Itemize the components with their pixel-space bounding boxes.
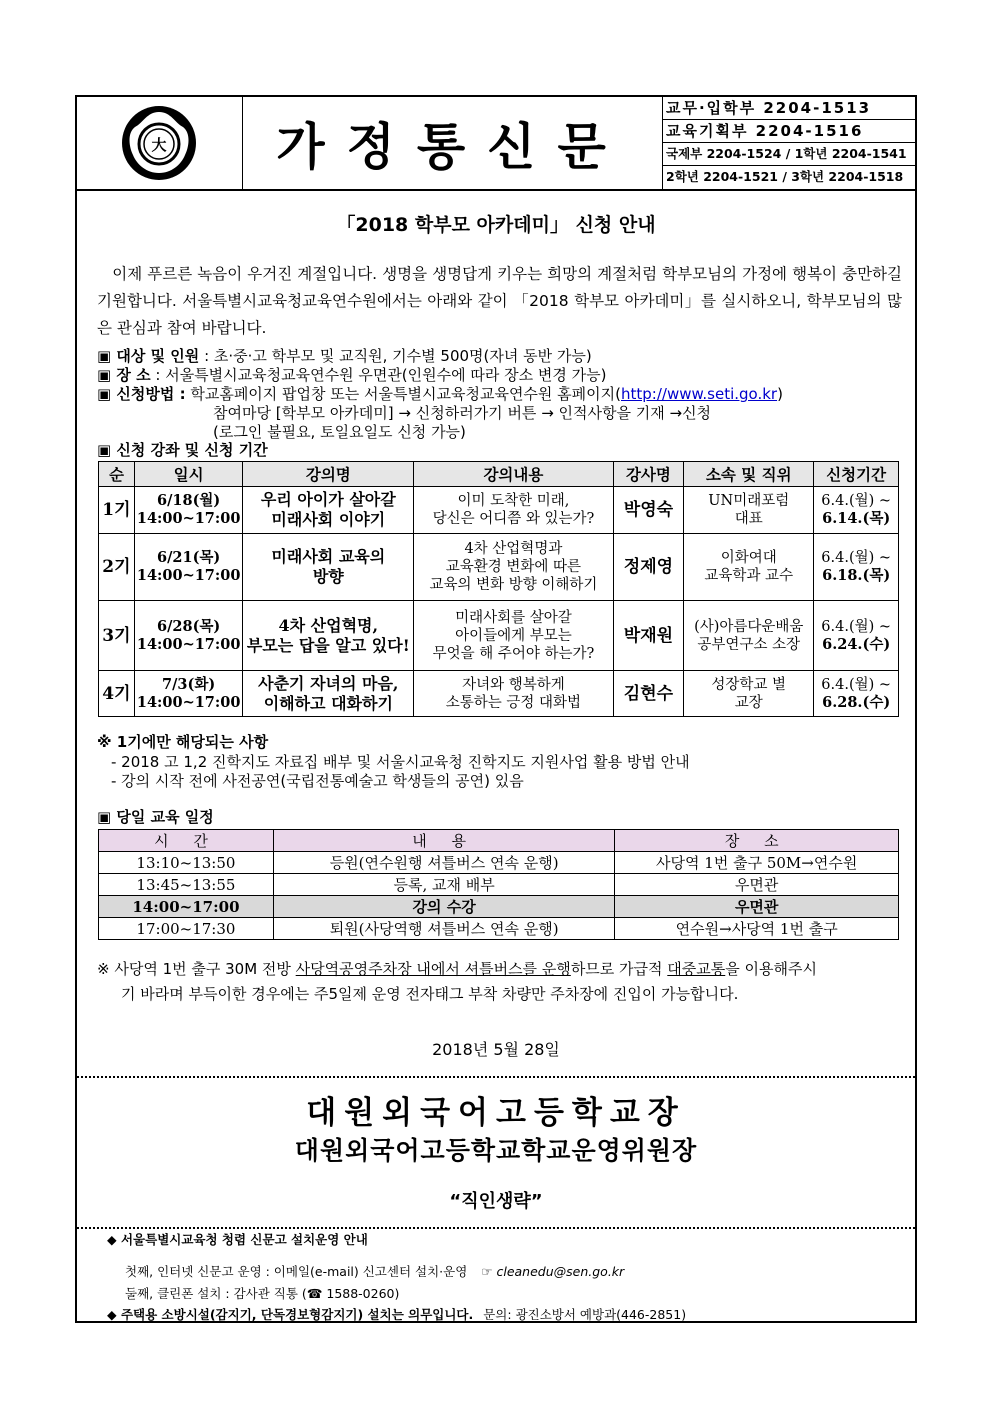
schedule-time: 13:45~13:55: [99, 874, 274, 896]
period-start: 6.4.(월) ~: [821, 676, 892, 693]
lecture-period: [814, 671, 899, 717]
lecture-time: 14:00~17:00: [136, 635, 241, 653]
lecture-datetime: [134, 601, 243, 671]
method-line: [97, 385, 783, 404]
contact-line-1: 교무·입학부 2204-1513: [666, 99, 872, 117]
footer-line-4: [107, 1304, 686, 1325]
lecture-time: 14:00~17:00: [136, 510, 241, 527]
period-start: 6.4.(월) ~: [821, 618, 892, 635]
lecture-title-line: 4차 산업혁명,: [278, 615, 379, 635]
lecture-title-line: 우리 아이가 살아갈: [260, 490, 396, 509]
first-only-title: ※ 1기에만 해당되는 사항: [97, 733, 269, 751]
lecture-table: [98, 461, 899, 717]
lecture-row: [99, 534, 899, 601]
logo-cell: [77, 97, 243, 189]
lecture-date: 7/3(화): [162, 675, 216, 693]
schedule-table: [98, 829, 899, 940]
phone-icon: ☎: [306, 1286, 323, 1301]
footer-fire-notice: ◆ 주택용 소방시설(감지기, 단독경보형감지기) 설치는 의무입니다.: [107, 1307, 474, 1322]
method-label: ▣ 신청방법 :: [97, 385, 186, 403]
schedule-content: 등원(연수원행 셔틀버스 연속 운행): [273, 852, 614, 874]
affiliation-line: 이화여대: [720, 550, 777, 566]
footer-email[interactable]: cleanedu@sen.go.kr: [496, 1264, 625, 1279]
contact-line-3: 국제부 2204-1524 / 1학년 2204-1541: [663, 142, 915, 165]
lecture-content-line: 아이들에게 부모는: [455, 627, 572, 644]
lecture-title-line: 이해하고 대화하기: [263, 693, 393, 713]
lecture-datetime: [134, 671, 243, 717]
col-header-no: 순: [99, 462, 135, 487]
period-end: 6.14.(목): [822, 510, 891, 527]
lecture-title: [243, 601, 414, 671]
lecture-title-line: 방향: [312, 567, 344, 586]
lecture-content: [414, 534, 613, 601]
lecture-datetime: [134, 534, 243, 601]
notice-title: 「2018 학부모 아카데미」 신청 안내: [336, 214, 656, 236]
schedule-content: 등록, 교재 배부: [273, 874, 614, 896]
lecture-lecturer: 박재원: [613, 601, 684, 671]
lecture-affiliation: [684, 601, 814, 671]
schedule-time: 13:10~13:50: [99, 852, 274, 874]
method-line-2: 참여마당 [학부모 아카데미] → 신청하러가기 버튼 → 인적사항을 기재 →신청: [213, 404, 712, 422]
period-start: 6.4.(월) ~: [821, 493, 892, 509]
lecture-content: [414, 487, 613, 534]
col-header-affiliation: 소속 및 직위: [684, 462, 814, 487]
seti-link[interactable]: http://www.seti.go.kr: [621, 385, 778, 403]
footer-fire-contact: 문의: 광진소방서 예방과(446-2851): [483, 1307, 687, 1322]
lecture-title-line: 미래사회 이야기: [271, 510, 386, 529]
affiliation-line: 교육학과 교수: [704, 568, 794, 584]
lecture-no: 1기: [99, 487, 135, 534]
parking-note: [97, 957, 902, 982]
affiliation-line: (사)아름다운배움: [694, 618, 804, 635]
affiliation-line: 성장학교 별: [711, 676, 787, 693]
contact-box: [663, 97, 915, 189]
schedule-row: [99, 918, 899, 940]
school-emblem-icon: [119, 103, 199, 183]
target-label: ▣ 대상 및 인원: [97, 347, 200, 365]
lecture-time: 14:00~17:00: [136, 567, 241, 584]
schedule-content: 강의 수강: [273, 896, 614, 918]
schedule-place: 사당역 1번 출구 50M→연수원: [615, 852, 899, 874]
lecture-time: 14:00~17:00: [136, 693, 241, 711]
schedule-row: [99, 852, 899, 874]
lecture-content-line: 교육의 변화 방향 이해하기: [429, 577, 598, 593]
seal-omitted: “직인생략”: [449, 1191, 543, 1212]
lecture-no: 4기: [99, 671, 135, 717]
lecture-period: [814, 487, 899, 534]
col-header-period: 신청기간: [814, 462, 899, 487]
parking-note-emph: 대중교통: [667, 960, 726, 978]
lecture-lecturer: 김현수: [613, 671, 684, 717]
lecture-content-line: 4차 산업혁명과: [464, 541, 563, 557]
method-text: 학교홈페이지 팝업창 또는 서울특별시교육청교육연수원 홈페이지(: [185, 385, 621, 403]
first-only-item-1: - 2018 고 1,2 진학지도 자료집 배부 및 서울시교육청 진학지도 지원사업 활용 방법 안내: [111, 753, 690, 771]
lecture-header-row: [99, 462, 899, 487]
schedule-row: [99, 874, 899, 896]
footer-phone-text: 둘째, 클린폰 설치 : 감사관 직통 (: [125, 1286, 307, 1301]
schedule-place: 연수원→사당역 1번 출구: [615, 918, 899, 940]
lecture-title-line: 부모는 답을 알고 있다!: [246, 635, 410, 655]
lecture-content: [414, 671, 613, 717]
svg-text:大: 大: [151, 136, 167, 154]
lecture-content-line: 교육환경 변화에 따른: [445, 559, 582, 575]
footer-line-1: ◆ 서울특별시교육청 청렴 신문고 설치운영 안내: [107, 1232, 368, 1247]
principal-signature: 대원외국어고등학교장: [306, 1095, 686, 1131]
lecture-lecturer: 박영숙: [613, 487, 684, 534]
lecture-date: 6/21(목): [157, 549, 221, 566]
lecture-title: [243, 487, 414, 534]
schedule-place: 우면관: [615, 896, 899, 918]
lecture-affiliation: [684, 487, 814, 534]
target-text: : 초·중·고 학부모 및 교직원, 기수별 500명(자녀 동반 가능): [199, 347, 592, 365]
lecture-section-title: ▣ 신청 강좌 및 신청 기간: [97, 441, 268, 459]
method-line-3: (로그인 불필요, 토일요일도 신청 가능): [213, 423, 466, 441]
place-label: ▣ 장 소: [97, 366, 151, 384]
contact-line-4: 2학년 2204-1521 / 3학년 2204-1518: [663, 165, 915, 188]
lecture-lecturer: 정제영: [613, 534, 684, 601]
contact-line-2: 교육기획부 2204-1516: [663, 119, 915, 142]
lecture-content-line: 당신은 어디쯤 와 있는가?: [432, 511, 595, 527]
col-header-lecturer: 강사명: [613, 462, 684, 487]
parking-note-part: ※ 사당역 1번 출구 30M 전방: [97, 960, 296, 978]
first-only-item-2: - 강의 시작 전에 사전공연(국립전통예술고 학생들의 공연) 있음: [111, 772, 524, 790]
affiliation-line: 공부연구소 소장: [697, 636, 801, 653]
lecture-affiliation: [684, 671, 814, 717]
target-line: [97, 347, 592, 366]
place-line: [97, 366, 606, 385]
schedule-section-title: ▣ 당일 교육 일정: [97, 808, 214, 826]
schedule-time: 17:00~17:30: [99, 918, 274, 940]
lecture-content: [414, 601, 613, 671]
header: [77, 97, 915, 191]
newsletter-page: [75, 95, 917, 1323]
period-start: 6.4.(월) ~: [821, 550, 892, 566]
schedule-col-place: 장 소: [615, 830, 899, 852]
committee-signature: 대원외국어고등학교학교운영위원장: [294, 1136, 698, 1165]
lecture-date: 6/28(목): [157, 617, 221, 635]
lecture-title-line: 미래사회 교육의: [271, 547, 386, 566]
schedule-content: 퇴원(사당역행 셔틀버스 연속 운행): [273, 918, 614, 940]
schedule-header-row: [99, 830, 899, 852]
method-close: ): [777, 385, 783, 403]
affiliation-line: 교장: [734, 694, 763, 711]
parking-note-part: 하므로 가급적: [570, 960, 668, 978]
affiliation-line: UN미래포럼: [708, 493, 790, 509]
schedule-row: [99, 896, 899, 918]
period-end: 6.24.(수): [822, 635, 891, 653]
affiliation-line: 대표: [734, 511, 763, 527]
schedule-time: 14:00~17:00: [99, 896, 274, 918]
schedule-col-time: 시 간: [99, 830, 274, 852]
newsletter-title: 가정통신문: [276, 118, 628, 176]
lecture-content-line: 이미 도착한 미래,: [457, 493, 570, 509]
period-end: 6.28.(수): [822, 693, 891, 711]
lecture-content-line: 소통하는 긍정 대화법: [445, 694, 582, 711]
lecture-datetime: [134, 487, 243, 534]
intro-text: 이제 푸르른 녹음이 우거진 계절입니다. 생명을 생명답게 키우는 희망의 계절처럼 학부모님의 가정에 행복이 충만하길 기원합니다. 서울특별시교육청교육연수원에서는 아래와 같이 「2018 학부모 아카데미」를 실시하오니, 학부모님의 많은 관심과 참여 바랍니다.: [97, 265, 903, 337]
lecture-content-line: 자녀와 행복하게: [462, 676, 565, 693]
period-end: 6.18.(목): [822, 567, 891, 584]
email-pointer-icon: ☞: [481, 1264, 493, 1279]
footer-line-3: [125, 1283, 399, 1304]
col-header-datetime: 일시: [134, 462, 243, 487]
lecture-content-line: 무엇을 해 주어야 하는가?: [432, 645, 595, 662]
issue-date: 2018년 5월 28일: [432, 1040, 560, 1059]
col-header-title: 강의명: [243, 462, 414, 487]
intro-paragraph: [97, 261, 902, 342]
parking-note-emph: 사당역공영주차장 내에서 셔틀버스를 운행: [295, 960, 571, 978]
lecture-period: [814, 534, 899, 601]
col-header-content: 강의내용: [414, 462, 613, 487]
lecture-row: [99, 671, 899, 717]
lecture-title: [243, 671, 414, 717]
lecture-row: [99, 601, 899, 671]
lecture-no: 2기: [99, 534, 135, 601]
lecture-no: 3기: [99, 601, 135, 671]
footer-phone-number: 1588-0260): [322, 1286, 400, 1301]
parking-note-part: 을 이용해주시: [725, 960, 817, 978]
place-text: : 서울특별시교육청교육연수원 우면관(인원수에 따라 장소 변경 가능): [150, 366, 607, 384]
newsletter-title-cell: [242, 97, 663, 189]
footer-email-text: 첫째, 인터넷 신문고 운영 : 이메일(e-mail) 신고센터 설치·운영: [125, 1264, 468, 1279]
lecture-content-line: 미래사회를 살아갈: [455, 609, 572, 626]
dotted-divider: [77, 1076, 915, 1078]
lecture-title-line: 사춘기 자녀의 마음,: [258, 673, 399, 693]
parking-note-line-2: 기 바라며 부득이한 경우에는 주5일제 운영 전자태그 부착 차량만 주차장에 진입이 가능합니다.: [121, 985, 739, 1003]
lecture-row: [99, 487, 899, 534]
lecture-title: [243, 534, 414, 601]
schedule-place: 우면관: [615, 874, 899, 896]
lecture-date: 6/18(월): [157, 492, 221, 509]
footer-line-2: [125, 1261, 624, 1282]
lecture-affiliation: [684, 534, 814, 601]
lecture-period: [814, 601, 899, 671]
schedule-col-content: 내 용: [273, 830, 614, 852]
